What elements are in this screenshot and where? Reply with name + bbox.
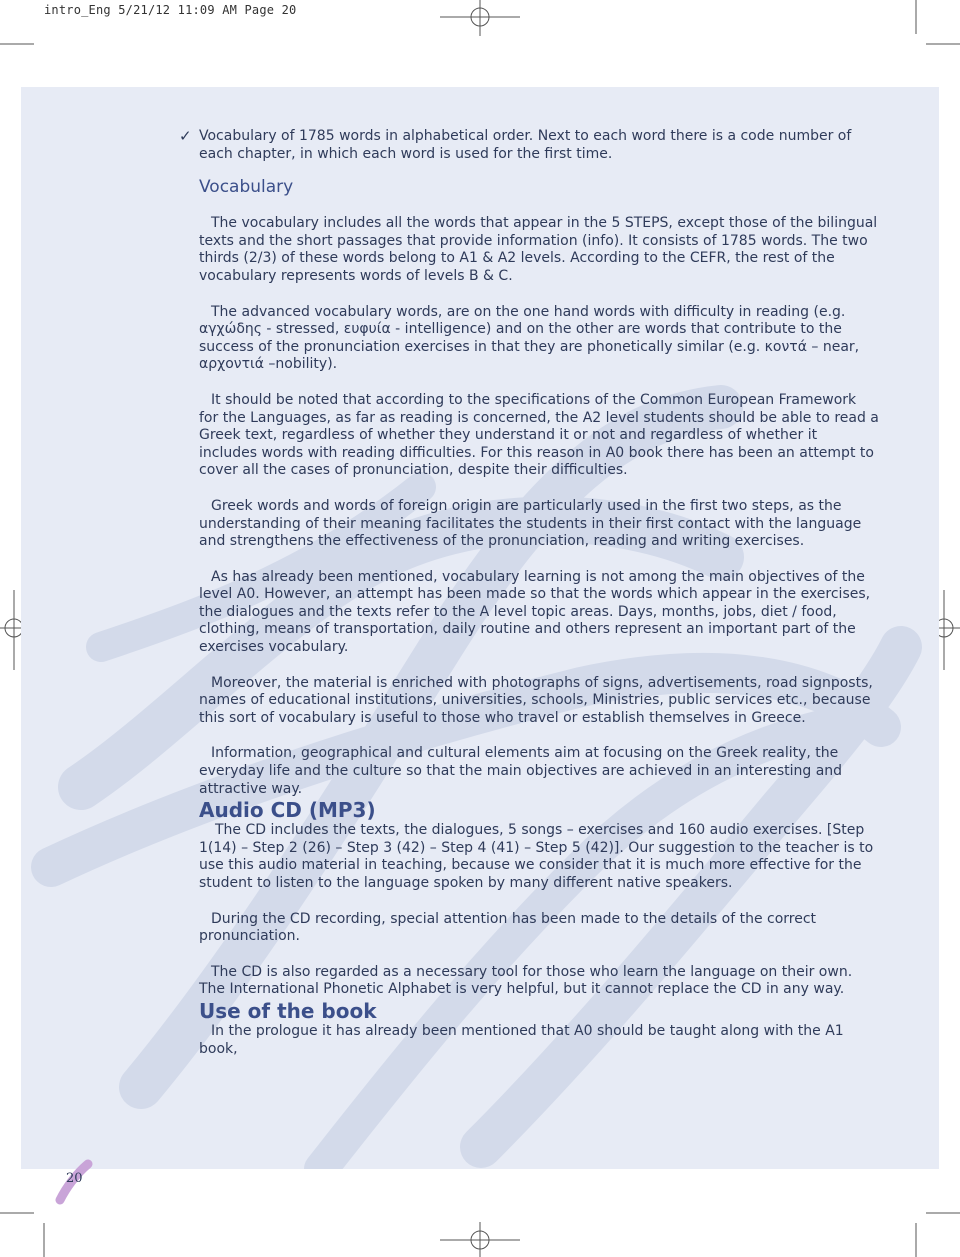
vocabulary-paragraph: As has already been mentioned, vocabulary learning is not among the main objectives of the level A0. However, an attempt has been made so that the words which appear in the exercises, the dialogues and the texts refer to the A level topic areas. Days, months, jobs, diet / food, clothing, means of transportation, daily routine and others represent an important part of the exercises vocabulary. — [199, 568, 871, 656]
vocabulary-paragraph: It should be noted that according to the specifications of the Common European Framework for the Languages, as far as reading is concerned, the A2 level students should be able to read a Greek text, regardless of whether they understand it or not and regardless of whether it includes words with reading difficulties. For this reason in A0 book there has been an attempt to cover all the cases of pronunciation, despite their difficulties. — [199, 391, 879, 479]
vocabulary-paragraph: The vocabulary includes all the words that appear in the 5 STEPS, except those of the bilingual texts and the short passages that provide information (info). It consists of 1785 words. The two thirds (2/3) of these words belong to A1 & A2 levels. According to the CEFR, the rest of the vocabulary represents words of levels B & C. — [199, 215, 878, 284]
vocabulary-heading: Vocabulary — [199, 177, 294, 198]
audio-paragraph: The CD includes the texts, the dialogues, 5 songs – exercises and 160 audio exercises. [Step 1(14) – Step 2 (26) – Step 3 (42) – Step 4 (41) – Step 5 (42)]. Our suggestion to the teacher is to use this audio material in teaching, because we consider that it is much more effective for the student to listen to the language spoken by many different native speakers. — [199, 822, 874, 891]
checklist-item — [179, 128, 879, 163]
audio-paragraph: The CD is also regarded as a necessary tool for those who learn the language on their own. — [211, 963, 853, 980]
audio-cd-heading: Audio CD (MP3) — [199, 798, 376, 823]
vocabulary-paragraph: Greek words and words of foreign origin are particularly used in the first two steps, as the understanding of their meaning facilitates the students in their first contact with the language and strengthens the effectiveness of the pronunciation, reading and writing exercises. — [199, 497, 862, 550]
audio-paragraph: The International Phonetic Alphabet is very helpful, but it cannot replace the CD in any way. — [199, 981, 845, 998]
checklist-item-text: Vocabulary of 1785 words in alphabetical order. Next to each word there is a code number of each chapter, in which each word is used for the first time. — [199, 128, 852, 162]
audio-paragraph: During the CD recording, special attention has been made to the details of the correct pronunciation. — [199, 910, 817, 945]
vocabulary-paragraph: Moreover, the material is enriched with photographs of signs, advertisements, road signposts, names of educational institutions, universities, schools, Ministries, public services etc., because this sort of vocabulary is useful to those who travel or establish themselves in Greece. — [199, 674, 873, 726]
use-of-book-heading: Use of the book — [199, 998, 377, 1023]
vocabulary-paragraph: Information, geographical and cultural elements aim at focusing on the Greek reality, the everyday life and the culture so that the main objectives are achieved in an interesting and attractive way. — [199, 745, 843, 797]
page-content — [179, 127, 879, 1058]
page-number: 20 — [66, 1171, 83, 1186]
checkmark-icon: ✓ — [179, 127, 192, 145]
use-of-book-paragraph: In the prologue it has already been mentioned that A0 should be taught along with the A1 book, — [199, 1022, 844, 1057]
vocabulary-paragraph: The advanced vocabulary words, are on the one hand words with difficulty in reading (e.g. αγχώδης - stressed, ευφυία - intelligence) and on the other are words that contribute to the success of the pronunciation exercises in that they are phonetically similar (e.g. κοντά – near, αρχοντιά –nobility). — [199, 303, 860, 373]
print-slug: intro_Eng 5/21/12 11:09 AM Page 20 — [44, 3, 297, 17]
